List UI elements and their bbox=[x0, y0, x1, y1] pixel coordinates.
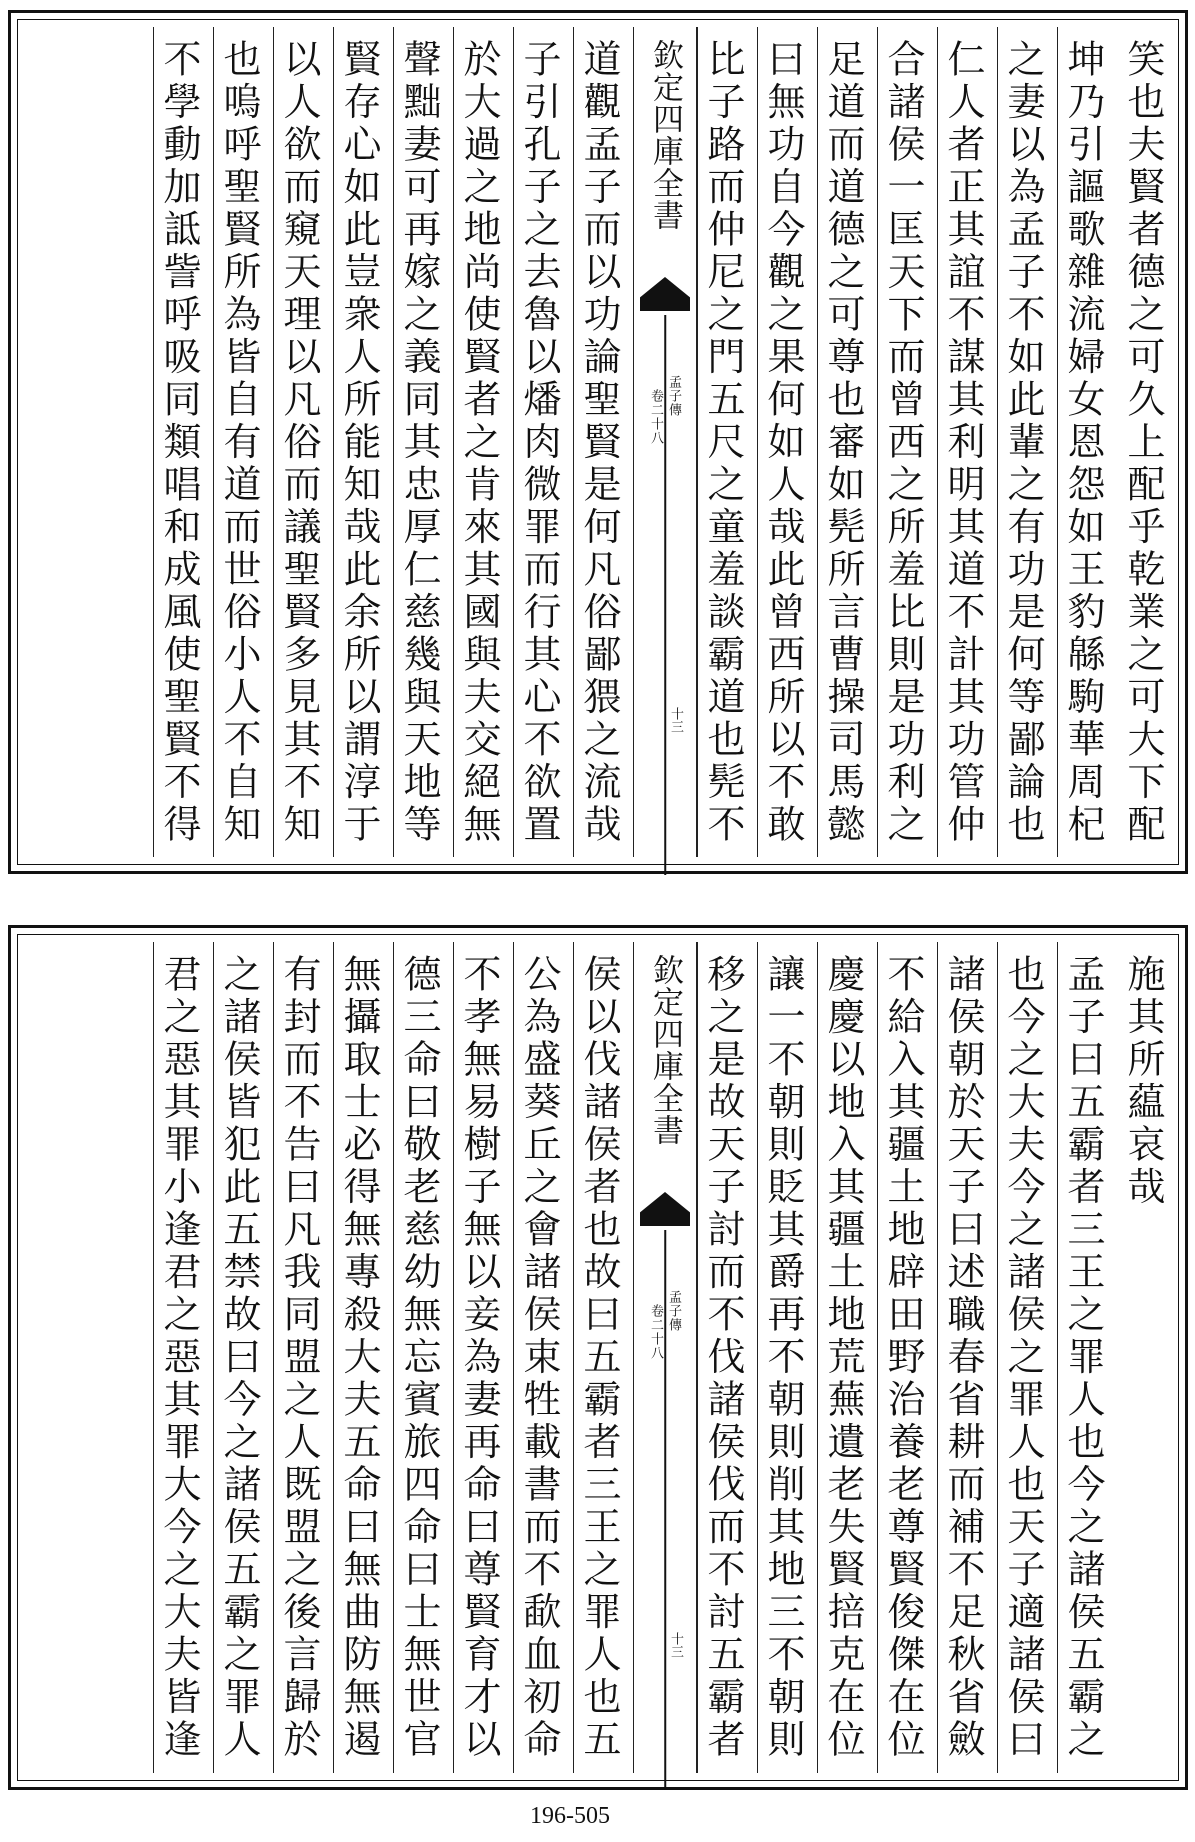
text-column: 不孝無易樹子無以妾為妻再命曰尊賢育才以 bbox=[453, 942, 513, 1773]
text-column: 移之是故天子討而不伐諸侯伐而不討五霸者 bbox=[697, 942, 757, 1773]
text-column: 比子路而仲尼之門五尺之童羞談霸道也髡不 bbox=[697, 27, 757, 857]
text-column: 君之惡其罪小逢君之惡其罪大今之大夫皆逢 bbox=[153, 942, 213, 1773]
text-column: 無攝取士必得無專殺大夫五命曰無曲防無遏 bbox=[333, 942, 393, 1773]
fish-tail-mark bbox=[640, 277, 690, 311]
center-fold bbox=[633, 942, 697, 1773]
text-column: 於大過之地尚使賢者之肯來其國與夫交絕無 bbox=[453, 27, 513, 857]
text-column: 不給入其疆土地辟田野治養老尊賢俊傑在位 bbox=[877, 942, 937, 1773]
text-column: 有封而不告曰凡我同盟之人既盟之後言歸於 bbox=[273, 942, 333, 1773]
text-column: 坤乃引謳歌雜流婦女恩怨如王豹緜駒華周杞 bbox=[1057, 27, 1117, 857]
text-column: 以人欲而窺天理以凡俗而議聖賢多見其不知 bbox=[273, 27, 333, 857]
text-column: 德三命曰敬老慈幼無忘賓旅四命曰士無世官 bbox=[393, 942, 453, 1773]
book-section: 孟子傳 bbox=[666, 1290, 681, 1332]
text-column: 之諸侯皆犯此五禁故曰今之諸侯五霸之罪人 bbox=[213, 942, 273, 1773]
center-fold bbox=[633, 27, 697, 857]
text-column: 侯以伐諸侯者也故曰五霸者三王之罪人也五 bbox=[573, 942, 633, 1773]
text-column: 聲黜妻可再嫁之義同其忠厚仁慈幾與天地等 bbox=[393, 27, 453, 857]
leaf-number: 十三 bbox=[668, 707, 683, 733]
text-column: 足道而道德之可尊也審如髡所言曹操司馬懿 bbox=[817, 27, 877, 857]
text-column: 也嗚呼聖賢所為皆自有道而世俗小人不自知 bbox=[213, 27, 273, 857]
text-column: 賢存心如此豈衆人所能知哉此余所以謂淳于 bbox=[333, 27, 393, 857]
text-column: 笑也夫賢者德之可久上配乎乾業之可大下配 bbox=[1121, 39, 1165, 847]
text-column: 公為盛葵丘之會諸侯束牲載書而不歃血初命 bbox=[513, 942, 573, 1773]
text-column: 仁人者正其誼不謀其利明其道不計其功管仲 bbox=[937, 27, 997, 857]
fish-tail-mark bbox=[640, 1192, 690, 1226]
book-section: 孟子傳 bbox=[666, 375, 681, 417]
text-column: 之妻以為孟子不如此輩之有功是何等鄙論也 bbox=[997, 27, 1057, 857]
leaf-number: 十三 bbox=[668, 1632, 683, 1658]
book-volume: 卷二十八 bbox=[648, 389, 663, 445]
text-column: 慶慶以地入其疆土地荒蕪遺老失賢掊克在位 bbox=[817, 942, 877, 1773]
page-number: 196-505 bbox=[530, 1803, 610, 1829]
text-column: 不學動加詆訾呼吸同類唱和成風使聖賢不得 bbox=[153, 27, 213, 857]
text-column: 子引孔子之去魯以燔肉微罪而行其心不欲置 bbox=[513, 27, 573, 857]
book-volume: 卷二十八 bbox=[648, 1304, 663, 1360]
text-column: 諸侯朝於天子曰述職春省耕而補不足秋省斂 bbox=[937, 942, 997, 1773]
text-column: 施其所藴哀哉 bbox=[1121, 954, 1165, 1209]
book-title: 欽定四庫全書 bbox=[647, 39, 683, 231]
book-page-top bbox=[8, 10, 1188, 874]
text-column: 讓一不朝則貶其爵再不朝則削其地三不朝則 bbox=[757, 942, 817, 1773]
text-column: 也今之大夫今之諸侯之罪人也天子適諸侯曰 bbox=[997, 942, 1057, 1773]
text-column: 孟子曰五霸者三王之罪人也今之諸侯五霸之 bbox=[1057, 942, 1117, 1773]
book-page-bottom bbox=[8, 925, 1188, 1790]
text-column: 道觀孟子而以功論聖賢是何凡俗鄙猥之流哉 bbox=[573, 27, 633, 857]
text-column: 合諸侯一匡天下而曾西之所羞比則是功利之 bbox=[877, 27, 937, 857]
text-column: 曰無功自今觀之果何如人哉此曾西所以不敢 bbox=[757, 27, 817, 857]
book-title: 欽定四庫全書 bbox=[647, 954, 683, 1146]
